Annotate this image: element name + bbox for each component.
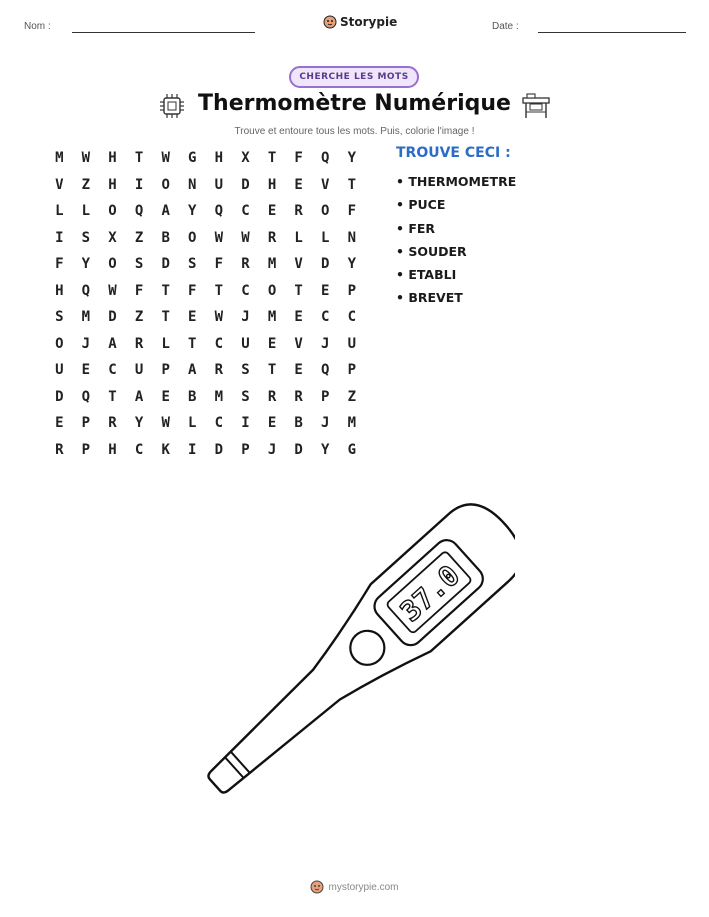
grid-cell[interactable]: H xyxy=(267,176,277,193)
grid-cell[interactable]: A xyxy=(134,388,144,405)
grid-cell[interactable]: E xyxy=(267,415,277,431)
grid-cell[interactable]: F xyxy=(294,150,303,166)
workbench-icon xyxy=(520,92,552,120)
grid-cell[interactable]: B xyxy=(188,388,197,405)
grid-cell[interactable]: Y xyxy=(81,256,91,272)
grid-cell[interactable]: X xyxy=(241,150,250,166)
grid-cell[interactable]: F xyxy=(347,203,357,219)
grid-row xyxy=(46,331,365,358)
grid-cell[interactable]: A xyxy=(108,335,117,352)
grid-cell[interactable]: J xyxy=(267,441,277,458)
grid-cell[interactable]: T xyxy=(108,388,117,405)
grid-cell[interactable]: R xyxy=(267,229,277,246)
grid-cell[interactable]: Q xyxy=(81,388,91,405)
grid-cell[interactable]: L xyxy=(81,203,91,219)
find-title: TROUVE CECI : xyxy=(396,145,511,161)
page-title: Thermomètre Numérique xyxy=(198,91,511,116)
grid-cell[interactable]: D xyxy=(241,176,250,193)
grid-cell[interactable]: S xyxy=(55,309,64,325)
grid-cell[interactable]: P xyxy=(347,362,357,378)
grid-row xyxy=(46,357,365,384)
footer-url: mystorypie.com xyxy=(328,881,399,893)
grid-cell[interactable]: F xyxy=(55,256,64,272)
grid-cell[interactable]: P xyxy=(81,415,91,431)
grid-cell[interactable]: J xyxy=(321,335,330,352)
grid-cell[interactable]: C xyxy=(321,309,330,325)
grid-cell[interactable]: Y xyxy=(347,256,357,272)
grid-cell[interactable]: I xyxy=(55,229,64,246)
grid-row xyxy=(46,225,365,252)
grid-cell[interactable]: E xyxy=(188,309,197,325)
grid-cell[interactable]: M xyxy=(267,256,277,272)
grid-cell[interactable]: J xyxy=(241,309,250,325)
grid-cell[interactable]: R xyxy=(108,415,117,431)
grid-cell[interactable]: U xyxy=(134,362,144,378)
grid-cell[interactable]: Y xyxy=(347,150,357,166)
grid-cell[interactable]: D xyxy=(321,256,330,272)
word-item: • THERMOMETRE xyxy=(396,174,517,189)
grid-cell[interactable]: R xyxy=(294,203,303,219)
grid-cell[interactable]: E xyxy=(321,282,330,299)
grid-cell[interactable]: C xyxy=(241,282,250,299)
grid-cell[interactable]: J xyxy=(321,415,330,431)
category-badge: CHERCHE LES MOTS xyxy=(289,66,419,88)
grid-cell[interactable]: D xyxy=(55,388,64,405)
grid-cell[interactable]: Q xyxy=(321,362,330,378)
grid-cell[interactable]: A xyxy=(161,203,170,219)
grid-cell[interactable]: H xyxy=(108,150,117,166)
grid-cell[interactable]: E xyxy=(294,309,303,325)
grid-cell[interactable]: W xyxy=(108,282,117,299)
grid-cell[interactable]: R xyxy=(241,256,250,272)
grid-cell[interactable]: O xyxy=(188,229,197,246)
grid-cell[interactable]: T xyxy=(294,282,303,299)
grid-cell[interactable]: G xyxy=(188,150,197,166)
grid-cell[interactable]: Z xyxy=(81,176,91,193)
word-search-grid xyxy=(46,145,365,463)
grid-cell[interactable]: Y xyxy=(188,203,197,219)
grid-row xyxy=(46,410,365,437)
grid-cell[interactable]: O xyxy=(108,256,117,272)
grid-cell[interactable]: E xyxy=(55,415,64,431)
grid-cell[interactable]: B xyxy=(161,229,170,246)
grid-cell[interactable]: E xyxy=(267,203,277,219)
grid-cell[interactable]: O xyxy=(55,335,64,352)
grid-cell[interactable]: T xyxy=(134,150,144,166)
word-item: • BREVET xyxy=(396,290,463,306)
grid-cell[interactable]: U xyxy=(347,335,357,352)
word-list xyxy=(396,170,516,310)
grid-cell[interactable]: R xyxy=(267,388,277,405)
grid-cell[interactable]: R xyxy=(55,441,64,458)
grid-cell[interactable]: Q xyxy=(214,203,224,219)
grid-cell[interactable]: Z xyxy=(134,309,144,325)
grid-cell[interactable]: T xyxy=(214,282,224,299)
grid-cell[interactable]: D xyxy=(214,441,224,458)
grid-cell[interactable]: F xyxy=(214,256,224,272)
grid-cell[interactable]: E xyxy=(81,362,91,378)
grid-cell[interactable]: U xyxy=(241,335,250,352)
grid-cell[interactable]: N xyxy=(188,176,197,193)
grid-cell[interactable]: L xyxy=(321,229,330,246)
storypie-logo-icon xyxy=(323,15,337,29)
grid-cell[interactable]: L xyxy=(294,229,303,246)
grid-cell[interactable]: W xyxy=(161,150,170,166)
grid-cell[interactable]: M xyxy=(267,309,277,325)
word-item: • ETABLI xyxy=(396,267,457,283)
grid-cell[interactable]: V xyxy=(321,176,330,193)
grid-cell[interactable]: Y xyxy=(134,415,144,431)
grid-cell[interactable]: P xyxy=(347,282,357,299)
grid-row xyxy=(46,251,365,278)
grid-cell[interactable]: I xyxy=(188,441,197,458)
brand xyxy=(323,15,397,29)
grid-cell[interactable]: P xyxy=(321,388,330,405)
grid-cell[interactable]: M xyxy=(81,309,91,325)
grid-cell[interactable]: L xyxy=(55,203,64,219)
grid-cell[interactable]: M xyxy=(214,388,224,405)
grid-cell[interactable]: Q xyxy=(321,150,330,166)
grid-cell[interactable]: E xyxy=(267,335,277,352)
brand-name: Storypie xyxy=(340,15,398,29)
grid-cell[interactable]: C xyxy=(347,309,357,325)
grid-cell[interactable]: R xyxy=(294,388,303,405)
grid-cell[interactable]: L xyxy=(161,335,170,352)
grid-row xyxy=(46,437,365,464)
grid-row xyxy=(46,384,365,411)
grid-row xyxy=(46,145,365,172)
grid-cell[interactable]: F xyxy=(134,282,144,299)
grid-cell[interactable]: T xyxy=(267,150,277,166)
grid-cell[interactable]: C xyxy=(108,362,117,378)
grid-cell[interactable]: X xyxy=(108,229,117,246)
grid-cell[interactable]: O xyxy=(267,282,277,299)
grid-cell[interactable]: U xyxy=(214,176,224,193)
date-line xyxy=(538,32,686,33)
grid-cell[interactable]: K xyxy=(161,441,170,458)
word-item: • FER xyxy=(396,220,436,236)
grid-cell[interactable]: E xyxy=(294,176,303,193)
grid-cell[interactable]: S xyxy=(241,388,250,405)
grid-cell[interactable]: C xyxy=(134,441,144,458)
grid-cell[interactable]: Z xyxy=(134,229,144,246)
grid-cell[interactable]: D xyxy=(108,309,117,325)
grid-row xyxy=(46,278,365,305)
grid-cell[interactable]: E xyxy=(161,388,170,405)
grid-cell[interactable]: W xyxy=(214,229,224,246)
grid-cell[interactable]: H xyxy=(108,441,117,458)
thermometer-reading: 37.0 xyxy=(393,558,467,629)
grid-cell[interactable]: I xyxy=(134,176,144,193)
grid-cell[interactable]: U xyxy=(55,362,64,378)
grid-row xyxy=(46,198,365,225)
grid-cell[interactable]: W xyxy=(161,415,170,431)
grid-cell[interactable]: W xyxy=(81,150,91,166)
grid-cell[interactable]: W xyxy=(214,309,224,325)
grid-cell[interactable]: H xyxy=(55,282,64,299)
grid-cell[interactable]: P xyxy=(241,441,250,458)
grid-cell[interactable]: M xyxy=(347,415,357,431)
grid-cell[interactable]: O xyxy=(161,176,170,193)
grid-cell[interactable]: Q xyxy=(134,203,144,219)
grid-row xyxy=(46,304,365,331)
grid-cell[interactable]: V xyxy=(55,176,64,193)
grid-cell[interactable]: W xyxy=(241,229,250,246)
grid-cell[interactable]: N xyxy=(347,229,357,246)
grid-cell[interactable]: H xyxy=(108,176,117,193)
grid-cell[interactable]: T xyxy=(161,282,170,299)
grid-row xyxy=(46,172,365,199)
storypie-logo-icon xyxy=(310,880,324,894)
grid-cell[interactable]: M xyxy=(55,150,64,166)
grid-cell[interactable]: B xyxy=(294,415,303,431)
name-label: Nom : xyxy=(24,21,51,32)
grid-cell[interactable]: T xyxy=(347,176,357,193)
grid-cell[interactable]: C xyxy=(214,335,224,352)
grid-cell[interactable]: Y xyxy=(321,441,330,458)
grid-cell[interactable]: T xyxy=(267,362,277,378)
name-line xyxy=(72,32,255,33)
grid-cell[interactable]: S xyxy=(81,229,91,246)
thermometer-illustration xyxy=(195,485,515,800)
grid-cell[interactable]: H xyxy=(214,150,224,166)
grid-cell[interactable]: O xyxy=(321,203,330,219)
instructions: Trouve et entoure tous les mots. Puis, colorie l'image ! xyxy=(234,126,475,137)
grid-cell[interactable]: S xyxy=(134,256,144,272)
word-item: • PUCE xyxy=(396,197,446,213)
grid-cell[interactable]: C xyxy=(241,203,250,219)
date-label: Date : xyxy=(492,21,519,32)
grid-cell[interactable]: T xyxy=(188,335,197,352)
grid-cell[interactable]: P xyxy=(161,362,170,378)
grid-cell[interactable]: G xyxy=(347,441,357,458)
grid-cell[interactable]: S xyxy=(188,256,197,272)
grid-cell[interactable]: E xyxy=(294,362,303,378)
grid-cell[interactable]: C xyxy=(214,415,224,431)
grid-cell[interactable]: T xyxy=(161,309,170,325)
grid-cell[interactable]: V xyxy=(294,256,303,272)
grid-cell[interactable]: R xyxy=(214,362,224,378)
grid-cell[interactable]: A xyxy=(188,362,197,378)
grid-cell[interactable]: V xyxy=(294,335,303,352)
grid-cell[interactable]: D xyxy=(294,441,303,458)
grid-cell[interactable]: I xyxy=(241,415,250,431)
grid-cell[interactable]: F xyxy=(188,282,197,299)
footer xyxy=(0,880,709,894)
grid-cell[interactable]: S xyxy=(241,362,250,378)
grid-cell[interactable]: P xyxy=(81,441,91,458)
grid-cell[interactable]: O xyxy=(108,203,117,219)
grid-cell[interactable]: Z xyxy=(347,388,357,405)
word-item: • SOUDER xyxy=(396,243,467,259)
grid-cell[interactable]: J xyxy=(81,335,91,352)
grid-cell[interactable]: D xyxy=(161,256,170,272)
grid-cell[interactable]: L xyxy=(188,415,197,431)
grid-cell[interactable]: Q xyxy=(81,282,91,299)
grid-cell[interactable]: R xyxy=(134,335,144,352)
